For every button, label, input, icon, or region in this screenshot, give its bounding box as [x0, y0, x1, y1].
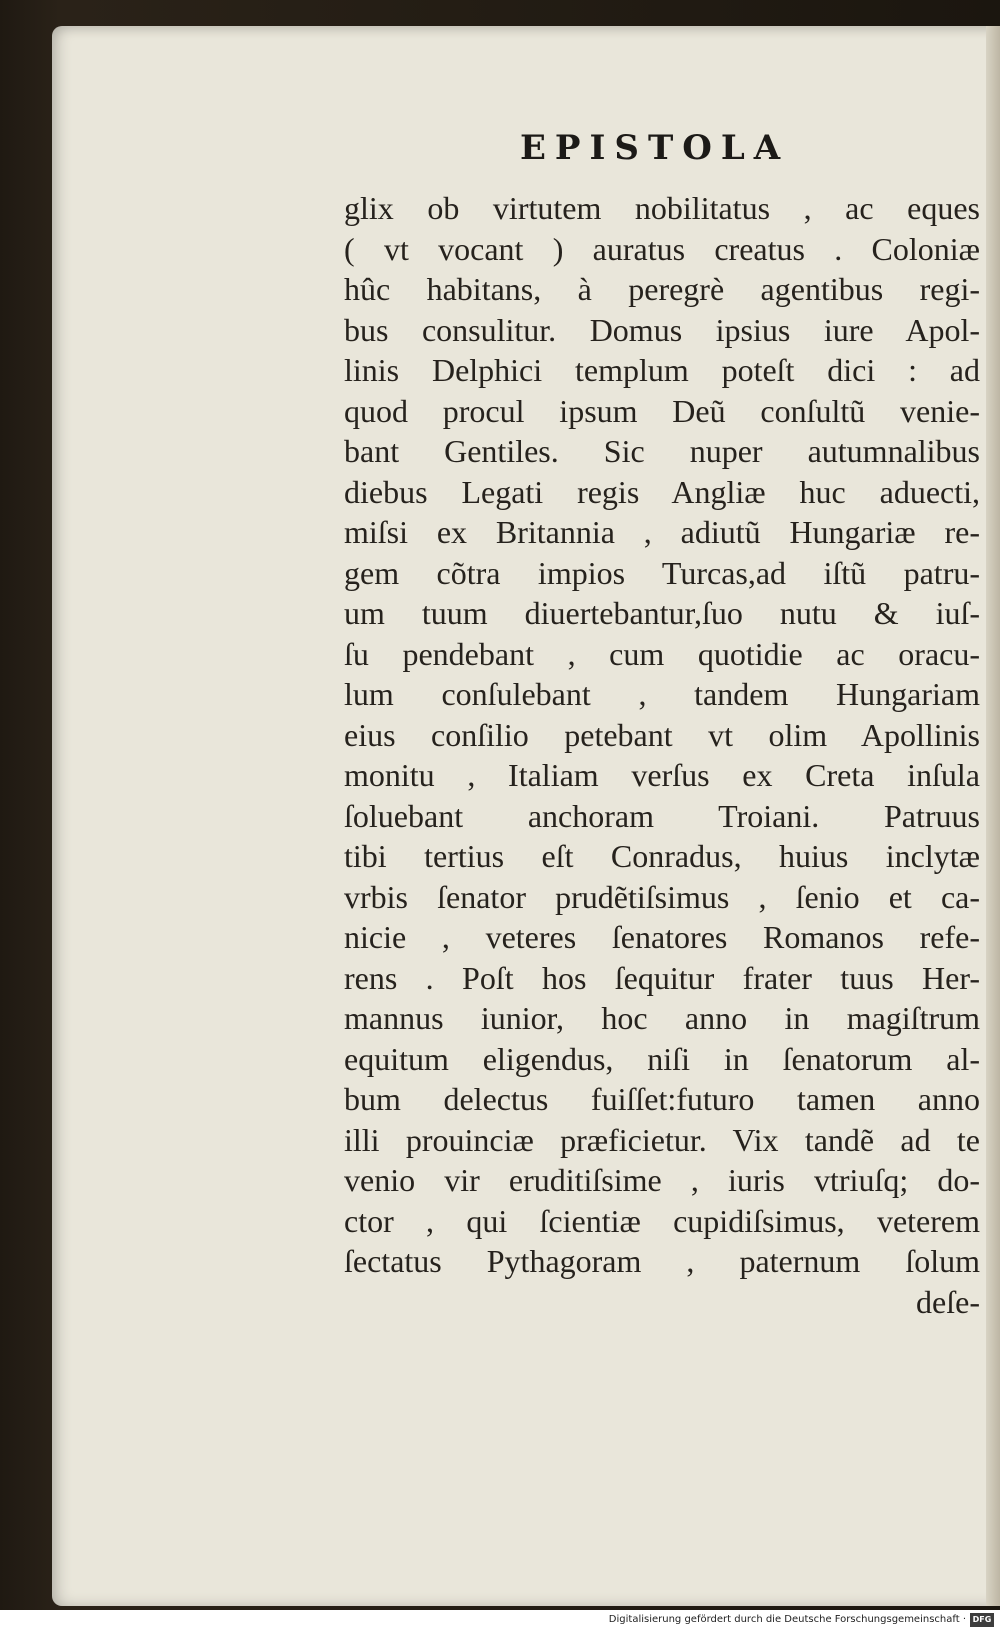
text-line: ( vt vocant ) auratus creatus . Coloniæ: [344, 230, 980, 267]
text-block: [344, 188, 980, 1322]
footer-credit: Digitalisierung gefördert durch die Deutsche Forschungsgemeinschaft ·: [608, 1614, 966, 1625]
text-line: nicie , veteres ſenatores Romanos refe-: [344, 919, 980, 955]
footer-bar: [0, 1610, 1000, 1632]
text-line: venio vir eruditiſsime , iuris vtriuſq; do-: [344, 1162, 980, 1198]
text-line: mannus iunior, hoc anno in magiſtrum: [344, 1000, 980, 1036]
text-line: ſu pendebant , cum quotidie ac oracu-: [344, 635, 980, 672]
page-edge: [986, 26, 1000, 1606]
text-line: bus consulitur. Domus ipsius iure Apol-: [344, 311, 980, 348]
text-line: bum delectus fuiſſet:futuro tamen anno: [344, 1081, 980, 1117]
text-line: vrbis ſenator prudẽtiſsimus , ſenio et ca-: [344, 878, 980, 915]
text-line: diebus Legati regis Angliæ huc aduecti,: [344, 473, 980, 510]
text-line: tibi tertius eſt Conradus, huius inclytæ: [344, 838, 980, 874]
text-line: hûc habitans, à peregrè agentibus regi-: [344, 271, 980, 307]
text-line: ſectatus Pythagoram , paternum ſolum: [344, 1243, 980, 1279]
text-line: ſoluebant anchoram Troiani. Patruus: [344, 797, 980, 834]
text-line: lum conſulebant , tandem Hungariam: [344, 676, 980, 712]
dfg-logo: DFG: [970, 1613, 994, 1627]
text-line: equitum eligendus, niſi in ſenatorum al-: [344, 1040, 980, 1077]
text-line: glix ob virtutem nobilitatus , ac eques: [344, 190, 980, 226]
text-line: ctor , qui ſcientiæ cupidiſsimus, veterem: [344, 1202, 980, 1239]
text-line: linis Delphici templum poteſt dici : ad: [344, 352, 980, 388]
text-line: quod procul ipsum Deũ conſultũ venie-: [344, 392, 980, 429]
text-line: monitu , Italiam verſus ex Creta inſula: [344, 757, 980, 793]
text-line: gem cõtra impios Turcas,ad iſtũ patru-: [344, 554, 980, 591]
text-line: bant Gentiles. Sic nuper autumnalibus: [344, 433, 980, 469]
catchword: deſe-: [916, 1283, 980, 1320]
text-line: eius conſilio petebant vt olim Apollinis: [344, 716, 980, 753]
text-line: illi prouinciæ præficietur. Vix tandẽ ad te: [344, 1121, 980, 1158]
text-line: rens . Poſt hos ſequitur frater tuus Her-: [344, 959, 980, 996]
text-line: um tuum diuertebantur,ſuo nutu & iuſ-: [344, 595, 980, 631]
running-head: EPISTOLA: [520, 128, 790, 168]
text-line: miſsi ex Britannia , adiutũ Hungariæ re-: [344, 514, 980, 550]
